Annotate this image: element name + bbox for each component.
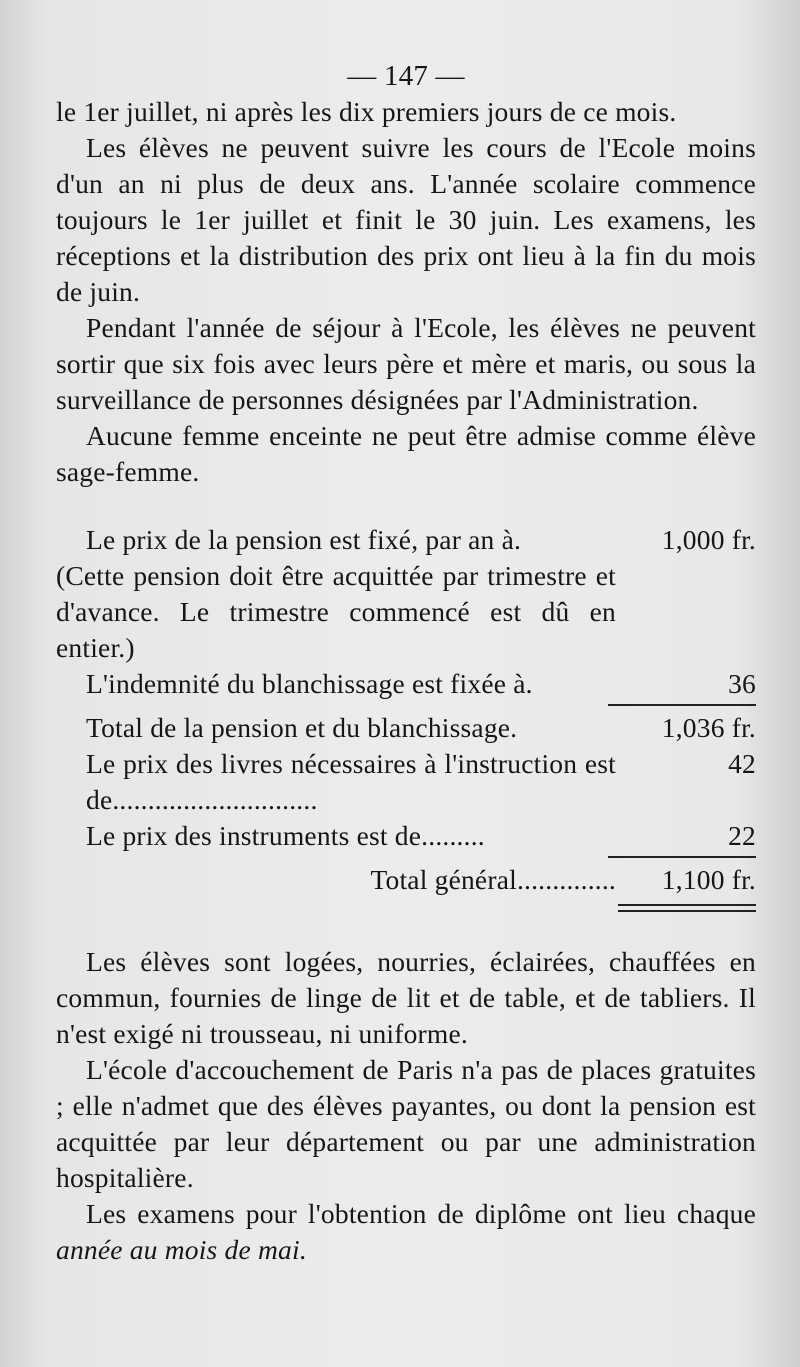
pension-row [56, 522, 756, 558]
total-row [56, 862, 756, 898]
total-rule-row [56, 854, 756, 862]
laundry-label: L'indemnité du blanchissage est fixée à. [86, 668, 533, 699]
laundry-row [56, 666, 756, 702]
pension-note: (Cette pension doit être acquittée par trimestre et d'avance. Le trimestre commencé est dû en entier.) [56, 560, 616, 663]
pension-label: Le prix de la pension est fixé, par an à. [86, 524, 522, 555]
paragraph-4: Aucune femme enceinte ne peut être admise comme élève sage-femme. [56, 420, 756, 487]
paragraph-5: Les élèves sont logées, nourries, éclairées, chauffées en commun, fournies de linge de lit et de table, et de tabliers. Il n'est exigé ni trousseau, ni uniforme. [56, 946, 756, 1049]
paragraph-7-text: Les examens pour l'obtention de diplôme ont lieu chaque [86, 1198, 756, 1229]
total-double-rule [618, 904, 756, 912]
paragraph-7-italic: année au mois de mai. [56, 1234, 307, 1265]
laundry-amount: 36 [728, 668, 756, 699]
instruments-label: Le prix des instruments est de......... [86, 820, 485, 851]
total-label: Total général.............. [370, 864, 616, 895]
subtotal-rule [608, 704, 756, 706]
page-number: — 147 — [347, 60, 465, 92]
books-label: Le prix des livres nécessaires à l'instruction est de............................. [86, 748, 616, 815]
pension-note-row [56, 558, 756, 666]
total-rule [608, 856, 756, 858]
subtotal-amount: 1,036 fr. [661, 712, 756, 743]
books-amount: 42 [728, 748, 756, 779]
paragraph-7 [56, 1196, 756, 1268]
books-row [56, 746, 756, 818]
pension-amount: 1,000 fr. [661, 524, 756, 555]
subtotal-rule-row [56, 702, 756, 710]
total-double-rule-row [56, 898, 756, 912]
instruments-amount: 22 [728, 820, 756, 851]
price-table [56, 522, 756, 912]
subtotal-row [56, 710, 756, 746]
paragraph-2: Les élèves ne peuvent suivre les cours de l'Ecole moins d'un an ni plus de deux ans. L'année scolaire commence toujours le 1er juillet et finit le 30 juin. Les examens, les réceptions et la distribution des prix ont lieu à la fin du mois de juin. [56, 132, 756, 307]
paragraph-3: Pendant l'année de séjour à l'Ecole, les élèves ne peuvent sortir que six fois avec leurs père et mère et maris, ou sous la surveillance de personnes désignées par l'Administration. [56, 312, 756, 415]
paragraph-1: le 1er juillet, ni après les dix premiers jours de ce mois. [56, 96, 677, 127]
instruments-row [56, 818, 756, 854]
paragraph-6: L'école d'accouchement de Paris n'a pas de places gratuites ; elle n'admet que des élèves payantes, ou dont la pension est acquittée par leur département ou par une administration hospitalière. [56, 1054, 756, 1193]
total-amount: 1,100 fr. [661, 864, 756, 895]
subtotal-label: Total de la pension et du blanchissage. [86, 712, 518, 743]
